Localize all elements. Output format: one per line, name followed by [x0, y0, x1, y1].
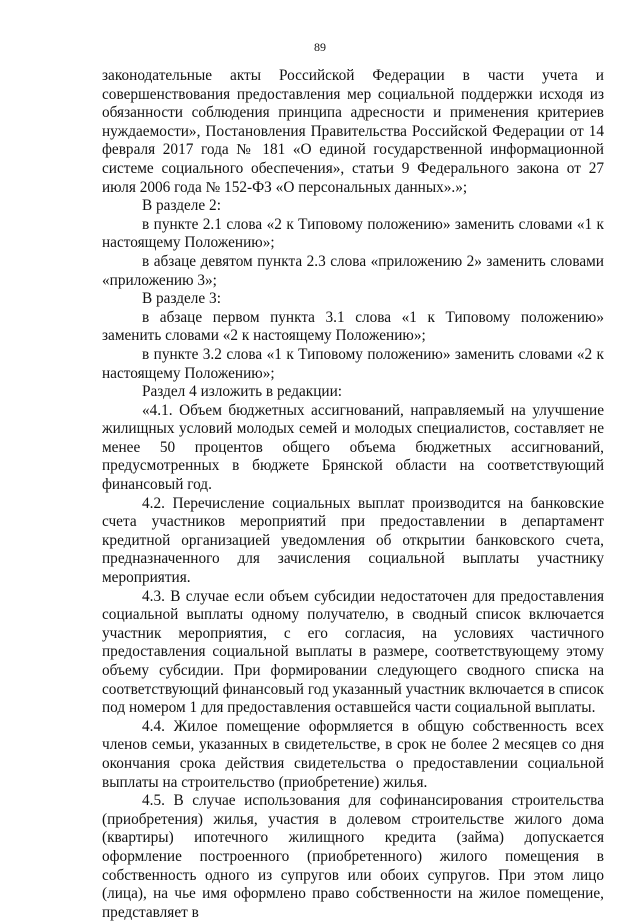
paragraph: В разделе 2: — [142, 197, 221, 215]
document-body — [102, 67, 604, 922]
paragraph: 4.2. Перечисление социальных выплат производится на банковские счета участников мероприятий при предоставлении в департамент кредитной организацией уведомления об открытии банковского счета, предназначенного для зачисления социальной выплаты участнику мероприятия. — [102, 494, 604, 587]
paragraph: Раздел 4 изложить в редакции: — [142, 383, 343, 401]
paragraph: В разделе 3: — [142, 290, 221, 308]
page-number: 89 — [314, 40, 326, 54]
paragraph: законодательные акты Российской Федерации в части учета и совершенствования предоставления мер социальной поддержки исходя из обязанности соблюдения принципа адресности и применения критериев нуждаемости», Постановления Правительства Российской Федерации от 14 февраля 2017 года № 181 «О единой государственной информационной системе социального обеспечения», статьи 9 Федерального закона от 27 июля 2006 года № 152-ФЗ «О персональных данных».»; — [102, 67, 604, 196]
paragraph: «4.1. Объем бюджетных ассигнований, направляемый на улучшение жилищных условий молодых семей и молодых специалистов, составляет не менее 50 процентов общего объема бюджетных ассигнований, предусмотренных в бюджете Брянской области на соответствующий финансовый год. — [102, 401, 604, 494]
paragraph: в пункте 3.2 слова «1 к Типовому положению» заменить словами «2 к настоящему Положению»; — [102, 345, 604, 382]
paragraph: 4.4. Жилое помещение оформляется в общую собственность всех членов семьи, указанных в свидетельстве, в срок не более 2 месяцев со дня окончания срока действия свидетельства о предоставлении социальной выплаты на строительство (приобретение) жилья. — [102, 717, 604, 791]
paragraph: 4.3. В случае если объем субсидии недостаточен для предоставления социальной выплаты одному получателю, в сводный список включается участник мероприятия, с его согласия, на условиях частичного предоставления социальной выплаты в размере, соответствующему этому объему субсидии. При формировании следующего сводного списка на соответствующий финансовый год указанный участник включается в список под номером 1 для предоставления оставшейся части социальной выплаты. — [102, 587, 604, 717]
paragraph: 4.5. В случае использования для софинансирования строительства (приобретения) жилья, участия в долевом строительстве жилого дома (квартиры) ипотечного жилищного кредита (займа) допускается оформление построенного (приобретенного) жилого помещения в собственность одного из супругов или обоих супругов. При этом лицо (лица), на чье имя оформлено право собственности на жилое помещение, представляет в — [102, 792, 604, 921]
paragraph: в абзаце девятом пункта 2.3 слова «приложению 2» заменить словами «приложению 3»; — [102, 252, 604, 289]
paragraph: в пункте 2.1 слова «2 к Типовому положению» заменить словами «1 к настоящему Положению»; — [102, 215, 604, 252]
paragraph: в абзаце первом пункта 3.1 слова «1 к Типовому положению» заменить словами «2 к настоящему Положению»; — [102, 308, 604, 345]
